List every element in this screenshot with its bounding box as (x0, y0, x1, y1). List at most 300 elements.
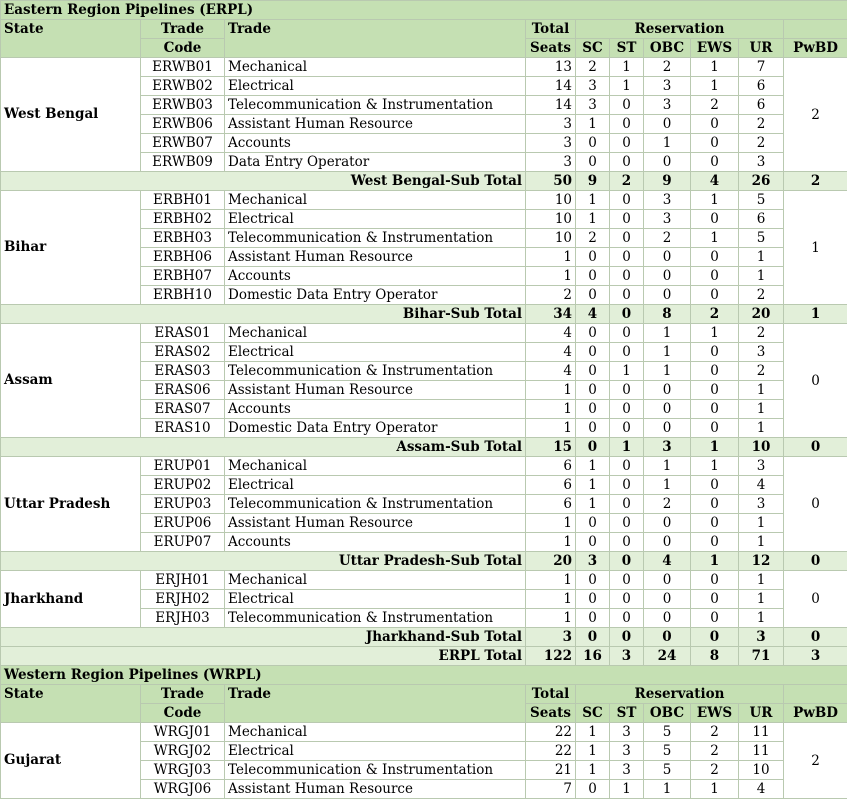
subtotal-row (1, 172, 847, 191)
subtotal-label: Uttar Pradesh-Sub Total (1, 552, 526, 571)
total-seats: 6 (526, 457, 576, 476)
obc-seats: 0 (644, 248, 691, 267)
total-seats: 3 (526, 115, 576, 134)
ur-seats: 1 (739, 609, 784, 628)
st-seats: 0 (610, 267, 644, 286)
trade-code: ERUP02 (141, 476, 225, 495)
region-total-value: 8 (691, 647, 739, 666)
obc-seats: 2 (644, 58, 691, 77)
ur-seats: 1 (739, 381, 784, 400)
trade-code: ERJH01 (141, 571, 225, 590)
total-seats: 21 (526, 761, 576, 780)
subtotal-value: 1 (610, 438, 644, 457)
trade-name: Accounts (225, 134, 526, 153)
subtotal-value: 3 (576, 552, 610, 571)
state-name: Gujarat (1, 723, 141, 799)
trade-name: Telecommunication & Instrumentation (225, 761, 526, 780)
header-trade-code: Code (141, 704, 225, 723)
subtotal-value: 2 (784, 172, 847, 191)
ews-seats: 1 (691, 77, 739, 96)
total-seats: 10 (526, 229, 576, 248)
pwbd-seats: 0 (784, 571, 847, 628)
trade-name: Telecommunication & Instrumentation (225, 495, 526, 514)
sc-seats: 0 (576, 324, 610, 343)
trade-code: WRGJ02 (141, 742, 225, 761)
header-pwbd-blank (784, 685, 847, 704)
trade-name: Mechanical (225, 58, 526, 77)
header-trade: Trade (225, 685, 526, 723)
subtotal-value: 0 (610, 628, 644, 647)
subtotal-value: 0 (644, 628, 691, 647)
trade-code: ERBH06 (141, 248, 225, 267)
table-row (1, 457, 847, 476)
trade-name: Domestic Data Entry Operator (225, 419, 526, 438)
trade-code: ERWB03 (141, 96, 225, 115)
trade-name: Assistant Human Resource (225, 248, 526, 267)
total-seats: 1 (526, 514, 576, 533)
ur-seats: 11 (739, 723, 784, 742)
st-seats: 0 (610, 400, 644, 419)
ews-seats: 0 (691, 343, 739, 362)
ur-seats: 1 (739, 419, 784, 438)
st-seats: 0 (610, 286, 644, 305)
total-seats: 22 (526, 723, 576, 742)
header-trade-code: Code (141, 39, 225, 58)
st-seats: 0 (610, 115, 644, 134)
region-total-value: 3 (610, 647, 644, 666)
trade-name: Electrical (225, 77, 526, 96)
trade-code: ERUP07 (141, 533, 225, 552)
subtotal-value: 3 (739, 628, 784, 647)
obc-seats: 0 (644, 590, 691, 609)
st-seats: 0 (610, 134, 644, 153)
ews-seats: 2 (691, 96, 739, 115)
ews-seats: 1 (691, 229, 739, 248)
st-seats: 1 (610, 362, 644, 381)
st-seats: 0 (610, 419, 644, 438)
sc-seats: 0 (576, 571, 610, 590)
sc-seats: 1 (576, 476, 610, 495)
ur-seats: 1 (739, 248, 784, 267)
trade-name: Electrical (225, 590, 526, 609)
subtotal-value: 0 (784, 438, 847, 457)
ews-seats: 0 (691, 153, 739, 172)
trade-code: ERAS01 (141, 324, 225, 343)
region-total-value: 3 (784, 647, 847, 666)
obc-seats: 0 (644, 533, 691, 552)
sc-seats: 0 (576, 153, 610, 172)
trade-name: Data Entry Operator (225, 153, 526, 172)
trade-code: ERBH02 (141, 210, 225, 229)
sc-seats: 0 (576, 362, 610, 381)
obc-seats: 0 (644, 400, 691, 419)
total-seats: 1 (526, 590, 576, 609)
total-seats: 4 (526, 362, 576, 381)
subtotal-value: 0 (691, 628, 739, 647)
state-name: West Bengal (1, 58, 141, 172)
st-seats: 0 (610, 210, 644, 229)
header-reservation: Reservation (576, 20, 784, 39)
obc-seats: 1 (644, 457, 691, 476)
ur-seats: 3 (739, 153, 784, 172)
st-seats: 0 (610, 514, 644, 533)
trade-code: ERWB07 (141, 134, 225, 153)
ews-seats: 0 (691, 533, 739, 552)
header-ur: UR (739, 704, 784, 723)
obc-seats: 0 (644, 609, 691, 628)
ur-seats: 1 (739, 400, 784, 419)
trade-code: ERJH02 (141, 590, 225, 609)
total-seats: 22 (526, 742, 576, 761)
total-seats: 1 (526, 571, 576, 590)
trade-code: ERAS03 (141, 362, 225, 381)
subtotal-label: Assam-Sub Total (1, 438, 526, 457)
header-total-seats: Seats (526, 704, 576, 723)
trade-name: Accounts (225, 400, 526, 419)
st-seats: 0 (610, 495, 644, 514)
subtotal-value: 4 (576, 305, 610, 324)
state-name: Bihar (1, 191, 141, 305)
subtotal-value: 0 (576, 438, 610, 457)
sc-seats: 1 (576, 210, 610, 229)
ews-seats: 0 (691, 362, 739, 381)
st-seats: 0 (610, 533, 644, 552)
trade-name: Domestic Data Entry Operator (225, 286, 526, 305)
subtotal-value: 1 (784, 305, 847, 324)
ur-seats: 6 (739, 96, 784, 115)
obc-seats: 1 (644, 476, 691, 495)
obc-seats: 1 (644, 343, 691, 362)
region-total-label: ERPL Total (1, 647, 526, 666)
header-trade-code: Trade (141, 685, 225, 704)
obc-seats: 5 (644, 761, 691, 780)
ur-seats: 3 (739, 343, 784, 362)
trade-name: Electrical (225, 742, 526, 761)
total-seats: 1 (526, 419, 576, 438)
obc-seats: 0 (644, 267, 691, 286)
sc-seats: 1 (576, 495, 610, 514)
obc-seats: 2 (644, 229, 691, 248)
region-total-value: 24 (644, 647, 691, 666)
sc-seats: 0 (576, 267, 610, 286)
st-seats: 1 (610, 780, 644, 799)
ews-seats: 1 (691, 58, 739, 77)
table-row (1, 571, 847, 590)
trade-name: Assistant Human Resource (225, 514, 526, 533)
region-title-row (1, 666, 847, 685)
total-seats: 3 (526, 153, 576, 172)
subtotal-value: 1 (691, 438, 739, 457)
subtotal-value: 4 (691, 172, 739, 191)
ur-seats: 2 (739, 286, 784, 305)
trade-code: WRGJ03 (141, 761, 225, 780)
subtotal-value: 10 (739, 438, 784, 457)
header-pwbd: PwBD (784, 704, 847, 723)
sc-seats: 0 (576, 400, 610, 419)
trade-name: Assistant Human Resource (225, 381, 526, 400)
pwbd-seats: 0 (784, 324, 847, 438)
st-seats: 0 (610, 457, 644, 476)
ur-seats: 6 (739, 77, 784, 96)
trade-code: WRGJ01 (141, 723, 225, 742)
sc-seats: 0 (576, 381, 610, 400)
sc-seats: 2 (576, 58, 610, 77)
ews-seats: 0 (691, 210, 739, 229)
sc-seats: 0 (576, 780, 610, 799)
sc-seats: 1 (576, 457, 610, 476)
ur-seats: 2 (739, 362, 784, 381)
state-name: Jharkhand (1, 571, 141, 628)
subtotal-value: 4 (644, 552, 691, 571)
obc-seats: 0 (644, 286, 691, 305)
ews-seats: 0 (691, 571, 739, 590)
obc-seats: 5 (644, 723, 691, 742)
table-row (1, 324, 847, 343)
header-ur: UR (739, 39, 784, 58)
total-seats: 6 (526, 476, 576, 495)
state-name: Uttar Pradesh (1, 457, 141, 552)
ews-seats: 0 (691, 267, 739, 286)
trade-name: Mechanical (225, 457, 526, 476)
trade-name: Telecommunication & Instrumentation (225, 229, 526, 248)
trade-name: Mechanical (225, 191, 526, 210)
subtotal-row (1, 628, 847, 647)
header-obc: OBC (644, 39, 691, 58)
total-seats: 1 (526, 267, 576, 286)
sc-seats: 0 (576, 134, 610, 153)
trade-name: Accounts (225, 533, 526, 552)
subtotal-value: 0 (610, 552, 644, 571)
trade-code: ERUP06 (141, 514, 225, 533)
st-seats: 1 (610, 58, 644, 77)
region-total-value: 122 (526, 647, 576, 666)
header-st: ST (610, 704, 644, 723)
header-trade-code: Trade (141, 20, 225, 39)
header-state: State (1, 20, 141, 58)
st-seats: 0 (610, 324, 644, 343)
ur-seats: 6 (739, 210, 784, 229)
header-st: ST (610, 39, 644, 58)
obc-seats: 0 (644, 571, 691, 590)
subtotal-value: 2 (610, 172, 644, 191)
obc-seats: 1 (644, 362, 691, 381)
sc-seats: 0 (576, 533, 610, 552)
ur-seats: 4 (739, 476, 784, 495)
subtotal-value: 12 (739, 552, 784, 571)
st-seats: 1 (610, 77, 644, 96)
ews-seats: 0 (691, 495, 739, 514)
subtotal-value: 3 (526, 628, 576, 647)
total-seats: 1 (526, 248, 576, 267)
trade-name: Electrical (225, 210, 526, 229)
subtotal-value: 3 (644, 438, 691, 457)
ur-seats: 3 (739, 495, 784, 514)
ews-seats: 1 (691, 457, 739, 476)
trade-name: Electrical (225, 476, 526, 495)
total-seats: 2 (526, 286, 576, 305)
sc-seats: 1 (576, 191, 610, 210)
trade-code: ERUP03 (141, 495, 225, 514)
total-seats: 14 (526, 77, 576, 96)
subtotal-value: 0 (610, 305, 644, 324)
obc-seats: 3 (644, 96, 691, 115)
header-sc: SC (576, 39, 610, 58)
ews-seats: 0 (691, 248, 739, 267)
trade-code: ERBH07 (141, 267, 225, 286)
header-row (1, 20, 847, 39)
subtotal-value: 9 (576, 172, 610, 191)
region-total-value: 16 (576, 647, 610, 666)
sc-seats: 0 (576, 514, 610, 533)
sc-seats: 0 (576, 286, 610, 305)
header-sc: SC (576, 704, 610, 723)
ur-seats: 1 (739, 267, 784, 286)
st-seats: 0 (610, 96, 644, 115)
ur-seats: 11 (739, 742, 784, 761)
subtotal-value: 0 (784, 628, 847, 647)
trade-name: Mechanical (225, 324, 526, 343)
subtotal-value: 15 (526, 438, 576, 457)
ews-seats: 0 (691, 400, 739, 419)
ews-seats: 1 (691, 780, 739, 799)
st-seats: 0 (610, 248, 644, 267)
region-total-row (1, 647, 847, 666)
obc-seats: 3 (644, 210, 691, 229)
ur-seats: 7 (739, 58, 784, 77)
sc-seats: 3 (576, 96, 610, 115)
ur-seats: 3 (739, 457, 784, 476)
trade-name: Telecommunication & Instrumentation (225, 96, 526, 115)
pwbd-seats: 0 (784, 457, 847, 552)
st-seats: 3 (610, 723, 644, 742)
total-seats: 1 (526, 609, 576, 628)
subtotal-row (1, 438, 847, 457)
ews-seats: 0 (691, 381, 739, 400)
obc-seats: 0 (644, 153, 691, 172)
subtotal-value: 50 (526, 172, 576, 191)
ur-seats: 5 (739, 191, 784, 210)
st-seats: 3 (610, 761, 644, 780)
header-total-seats: Total (526, 20, 576, 39)
trade-code: ERJH03 (141, 609, 225, 628)
sc-seats: 0 (576, 609, 610, 628)
obc-seats: 1 (644, 324, 691, 343)
total-seats: 4 (526, 324, 576, 343)
obc-seats: 0 (644, 514, 691, 533)
ews-seats: 0 (691, 286, 739, 305)
subtotal-value: 20 (739, 305, 784, 324)
table-row (1, 191, 847, 210)
ews-seats: 1 (691, 191, 739, 210)
header-obc: OBC (644, 704, 691, 723)
trade-name: Mechanical (225, 723, 526, 742)
sc-seats: 1 (576, 761, 610, 780)
table-row (1, 58, 847, 77)
st-seats: 0 (610, 343, 644, 362)
header-ews: EWS (691, 704, 739, 723)
st-seats: 0 (610, 476, 644, 495)
pwbd-seats: 2 (784, 723, 847, 799)
ur-seats: 10 (739, 761, 784, 780)
subtotal-value: 26 (739, 172, 784, 191)
ews-seats: 0 (691, 590, 739, 609)
obc-seats: 5 (644, 742, 691, 761)
trade-name: Telecommunication & Instrumentation (225, 362, 526, 381)
trade-code: ERAS02 (141, 343, 225, 362)
ews-seats: 0 (691, 609, 739, 628)
header-row (1, 685, 847, 704)
region-title-row (1, 1, 847, 20)
sc-seats: 3 (576, 77, 610, 96)
ews-seats: 0 (691, 134, 739, 153)
total-seats: 6 (526, 495, 576, 514)
total-seats: 7 (526, 780, 576, 799)
trade-name: Assistant Human Resource (225, 115, 526, 134)
region-title: Eastern Region Pipelines (ERPL) (1, 1, 847, 20)
header-pwbd-blank (784, 20, 847, 39)
st-seats: 0 (610, 571, 644, 590)
sc-seats: 0 (576, 419, 610, 438)
st-seats: 0 (610, 229, 644, 248)
sc-seats: 1 (576, 115, 610, 134)
trade-code: ERBH10 (141, 286, 225, 305)
sc-seats: 1 (576, 723, 610, 742)
obc-seats: 1 (644, 780, 691, 799)
total-seats: 3 (526, 134, 576, 153)
total-seats: 10 (526, 191, 576, 210)
header-total-seats: Seats (526, 39, 576, 58)
st-seats: 0 (610, 191, 644, 210)
ews-seats: 1 (691, 324, 739, 343)
trade-code: WRGJ06 (141, 780, 225, 799)
trade-name: Telecommunication & Instrumentation (225, 609, 526, 628)
ews-seats: 0 (691, 514, 739, 533)
subtotal-value: 34 (526, 305, 576, 324)
header-ews: EWS (691, 39, 739, 58)
trade-name: Electrical (225, 343, 526, 362)
sc-seats: 0 (576, 590, 610, 609)
subtotal-row (1, 305, 847, 324)
trade-code: ERAS06 (141, 381, 225, 400)
total-seats: 10 (526, 210, 576, 229)
ews-seats: 0 (691, 419, 739, 438)
obc-seats: 3 (644, 77, 691, 96)
subtotal-value: 0 (784, 552, 847, 571)
st-seats: 0 (610, 609, 644, 628)
trade-name: Assistant Human Resource (225, 780, 526, 799)
ews-seats: 2 (691, 761, 739, 780)
ur-seats: 5 (739, 229, 784, 248)
subtotal-value: 2 (691, 305, 739, 324)
ews-seats: 0 (691, 476, 739, 495)
subtotal-value: 9 (644, 172, 691, 191)
sc-seats: 2 (576, 229, 610, 248)
header-state: State (1, 685, 141, 723)
subtotal-label: Bihar-Sub Total (1, 305, 526, 324)
header-total-seats: Total (526, 685, 576, 704)
sc-seats: 0 (576, 343, 610, 362)
header-reservation: Reservation (576, 685, 784, 704)
obc-seats: 0 (644, 419, 691, 438)
ur-seats: 2 (739, 115, 784, 134)
total-seats: 1 (526, 400, 576, 419)
subtotal-value: 0 (576, 628, 610, 647)
trade-name: Accounts (225, 267, 526, 286)
trade-code: ERWB01 (141, 58, 225, 77)
trade-name: Mechanical (225, 571, 526, 590)
region-total-value: 71 (739, 647, 784, 666)
trade-code: ERAS10 (141, 419, 225, 438)
